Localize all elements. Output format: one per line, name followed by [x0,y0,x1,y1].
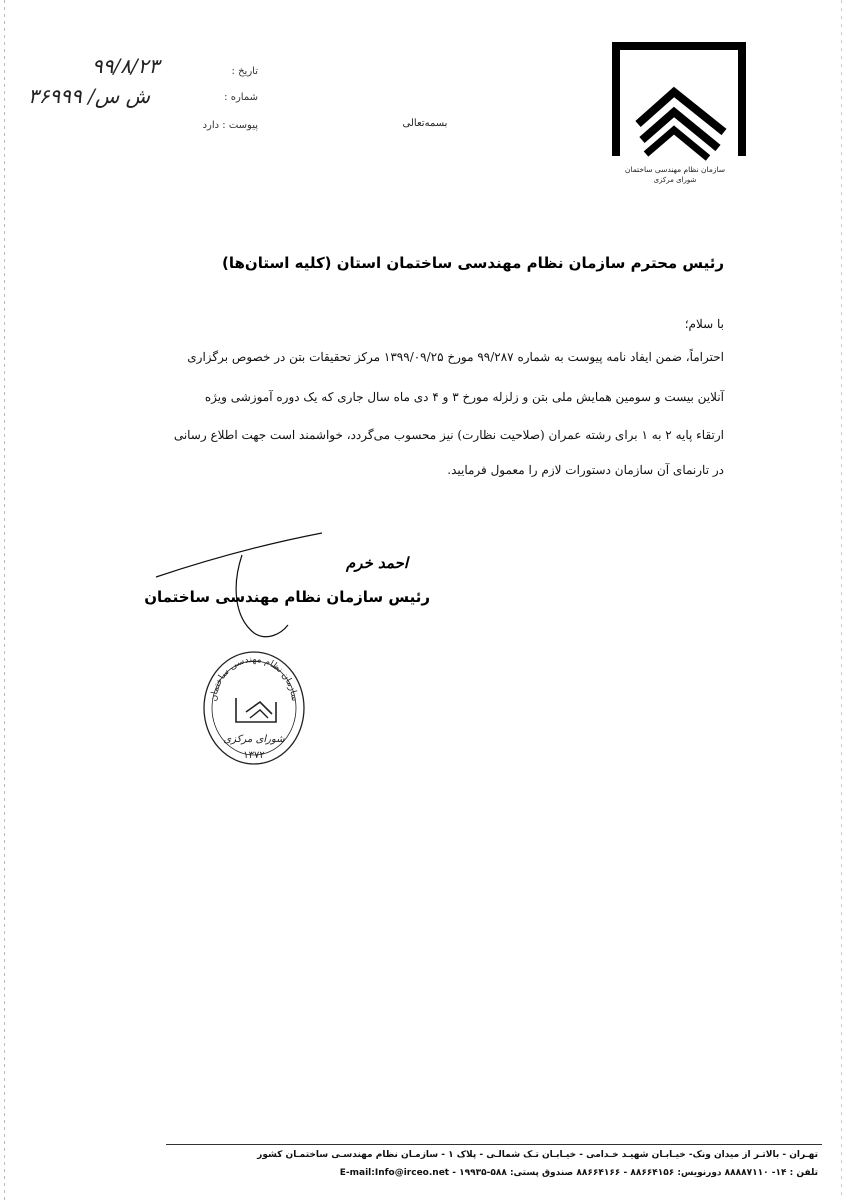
official-seal [198,648,308,770]
letter-meta [20,54,258,140]
bismillah-heading: بسمه‌تعالی [402,118,448,129]
number-label: شماره : [224,92,258,103]
body-line-3: ارتقاء پایه ۲ به ۱ برای رشته عمران (صلاحیت نظارت) نیز محسوب می‌گردد، خواشمند است جهت اطلاع رسانی [173,428,724,442]
organization-name: سازمان نظام مهندسی ساختمان [624,165,726,174]
body-line-1: احتراماً، ضمن ایفاد نامه پیوست به شماره ۹۹/۲۸۷ مورخ ۱۳۹۹/۰۹/۲۵ مرکز تحقیقات بتن در خصوص برگزاری [187,350,724,364]
body-line-4: در تارنمای آن سازمان دستورات لازم را معمول فرمایید. [447,463,724,477]
footer-divider [166,1144,822,1145]
greeting: با سلام؛ [684,317,724,331]
footer-address: تهـران - بالاتـر از میدان ونک- خیـابـان شهیـد خـدامی - خیـابـان تـک شمالـی - پلاک ۱ - سازمـان نظام مهندسـی ساختمـان کشور [257,1150,818,1160]
number-value: ش س/ ۳۶۹۹۹ [28,84,150,108]
body-line-2: آنلاین بیست و سومین همایش ملی بتن و زلزله مورخ ۳ و ۴ دی ماه سال جاری که یک دوره آموزشی ویژه [204,390,724,404]
signature-block [144,550,430,620]
scan-edge-left [4,0,5,1200]
seal-bottom-text: شورای مرکزی [223,734,285,745]
scan-edge-right [841,0,842,1200]
date-value: ۹۹/۸/۲۳ [92,54,160,78]
recipient-line: رئیس محترم سازمان نظام مهندسی ساختمان استان (کلیه استان‌ها) [222,254,724,272]
footer-contact: تلفن : ۱۴- ۸۸۸۸۷۱۱۰ دورنویس: ۸۸۶۶۴۱۵۶ - ۸۸۶۶۴۱۶۶ صندوق پستی: ۵۸۸-۱۹۹۳۵ - E-mail:Info@irceo.net [339,1168,818,1178]
organization-logo [612,42,746,162]
attachment-label: پیوست : دارد [202,120,258,131]
signatory-title: رئیس سازمان نظام مهندسی ساختمان [144,588,430,606]
seal-year: ۱۳۷۲ [243,750,265,761]
svg-text:سازمان نظام مهندسی ساختمان [209,655,299,702]
seal-top-text: سازمان نظام مهندسی ساختمان [209,654,300,702]
organization-subtitle: شورای مرکزی [653,176,697,184]
signatory-name: احمد خرم [345,554,408,572]
date-label: تاریخ : [231,66,258,77]
